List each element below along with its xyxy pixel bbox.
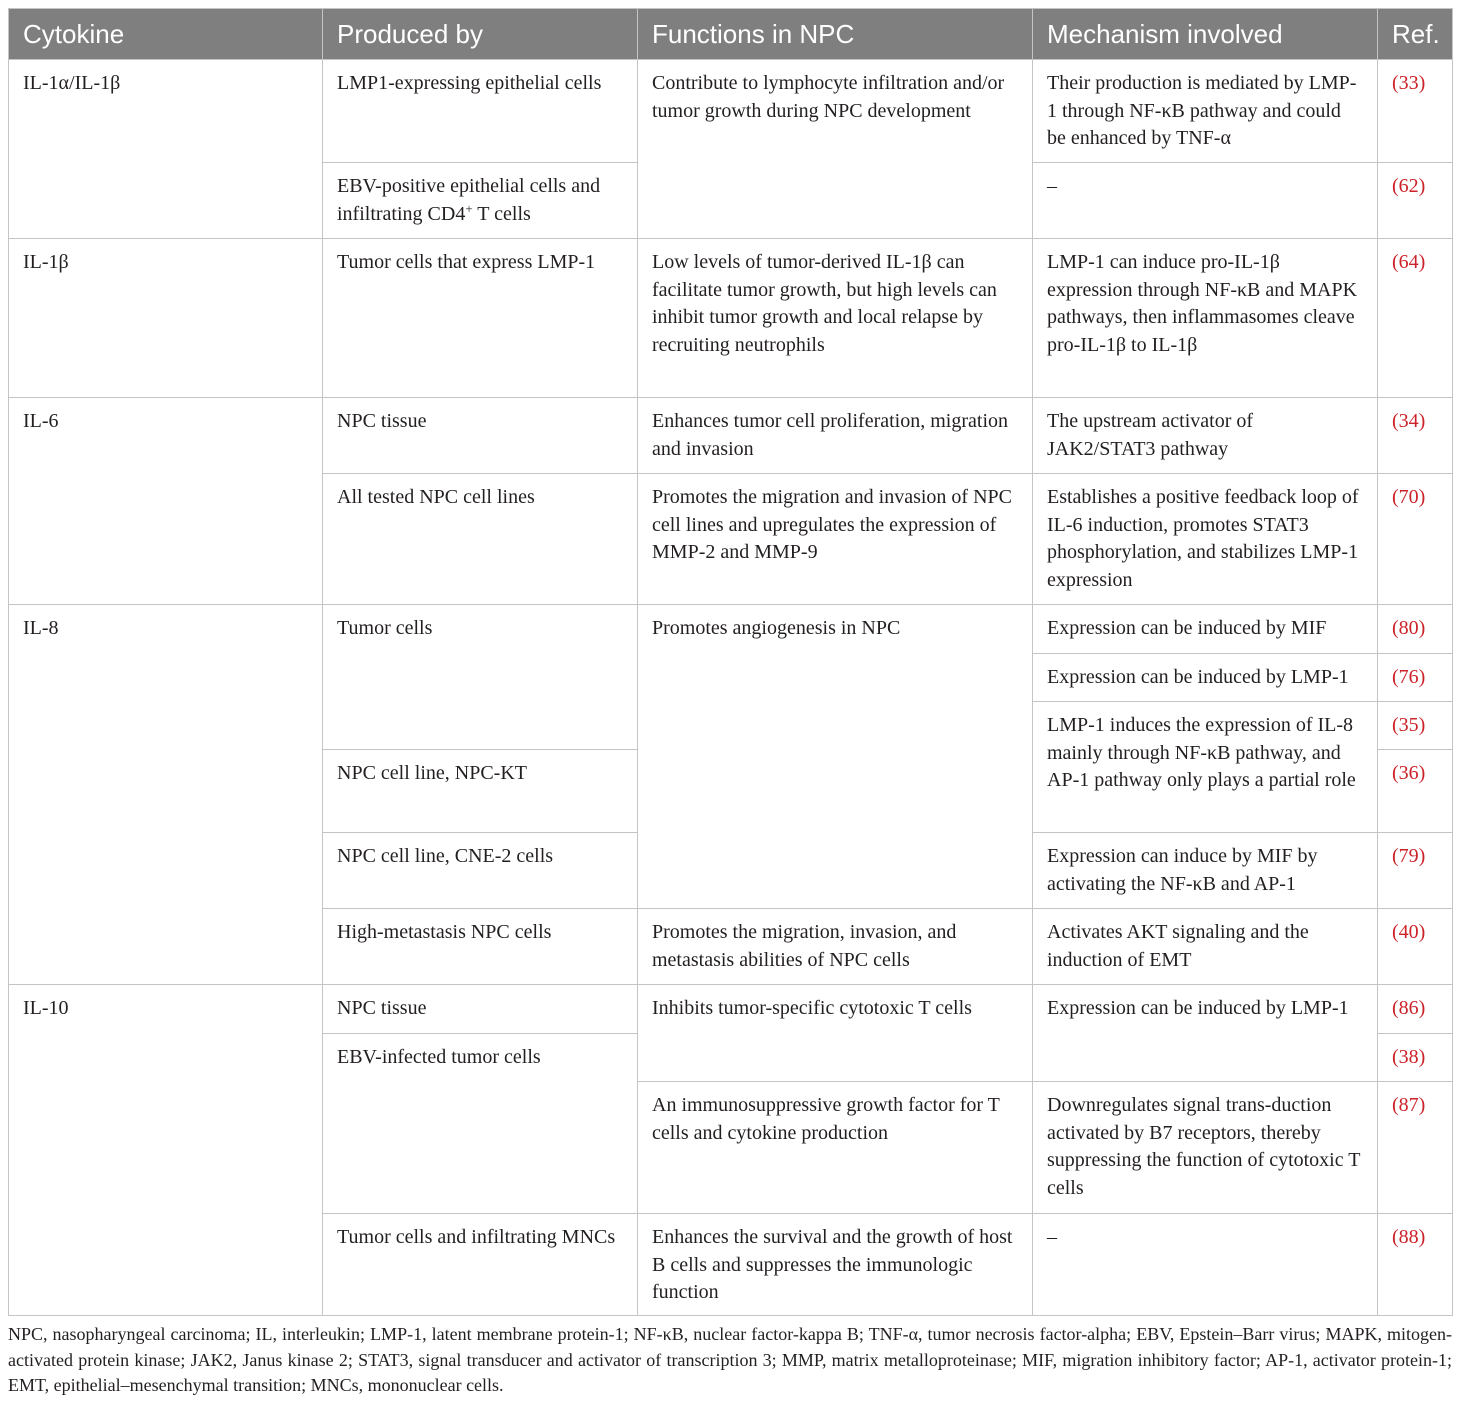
ref-cell <box>1378 654 1453 702</box>
functions-cell: Low levels of tumor-derived IL-1β can facilitate tumor growth, but high levels can inhibit tumor growth and local relapse by recruiting neutrophils <box>638 239 1033 398</box>
table-row <box>9 398 1453 474</box>
functions-cell: Enhances the survival and the growth of host B cells and suppresses the immunologic function <box>638 1214 1033 1316</box>
produced-by-cell: NPC tissue <box>323 985 638 1034</box>
ref-cell <box>1378 750 1453 833</box>
table-body <box>9 60 1453 1316</box>
produced-by-cell: EBV-infected tumor cells <box>323 1034 638 1214</box>
mechanism-cell: LMP-1 can induce pro-IL-1β expression through NF-κB and MAPK pathways, then inflammasomes cleave pro-IL-1β to IL-1β <box>1033 239 1378 398</box>
ref-cell <box>1378 163 1453 239</box>
ref-cell <box>1378 605 1453 654</box>
ref-link[interactable]: (80) <box>1392 617 1426 639</box>
header-cytokine: Cytokine <box>9 9 323 60</box>
table-header <box>9 9 1453 60</box>
mechanism-cell: The upstream activator of JAK2/STAT3 pathway <box>1033 398 1378 474</box>
ref-cell <box>1378 60 1453 163</box>
table-row <box>9 985 1453 1034</box>
produced-by-cell: Tumor cells that express LMP-1 <box>323 239 638 398</box>
produced-by-cell: NPC cell line, NPC-KT <box>323 750 638 833</box>
cytokine-cell: IL-6 <box>9 398 323 605</box>
table-footnote: NPC, nasopharyngeal carcinoma; IL, interleukin; LMP-1, latent membrane protein-1; NF-κB, nuclear factor-kappa B; TNF-α, tumor necrosis factor-alpha; EBV, Epstein–Barr virus; MAPK, mitogen-activated protein kinase; JAK2, Janus kinase 2; STAT3, signal transducer and activator of transcription 3; MMP, matrix metalloproteinase; MIF, migration inhibitory factor; AP-1, activator protein-1; EMT, epithelial–mesenchymal transition; MNCs, mononuclear cells. <box>8 1324 1452 1395</box>
functions-cell: Promotes angiogenesis in NPC <box>638 605 1033 909</box>
ref-link[interactable]: (87) <box>1392 1094 1426 1116</box>
ref-link[interactable]: (38) <box>1392 1046 1426 1068</box>
mechanism-cell: Expression can be induced by LMP-1 <box>1033 654 1378 702</box>
header-functions: Functions in NPC <box>638 9 1033 60</box>
cytokine-cell: IL-1α/IL-1β <box>9 60 323 239</box>
header-produced-by: Produced by <box>323 9 638 60</box>
produced-by-cell: LMP1-expressing epithelial cells <box>323 60 638 163</box>
mechanism-cell: Expression can be induced by MIF <box>1033 605 1378 654</box>
mechanism-cell: – <box>1033 163 1378 239</box>
functions-cell: Inhibits tumor-specific cytotoxic T cells <box>638 985 1033 1082</box>
cytokine-table <box>8 8 1453 1316</box>
ref-cell <box>1378 833 1453 909</box>
ref-link[interactable]: (36) <box>1392 762 1426 784</box>
produced-by-text: EBV-positive epithelial cells and infiltrating CD4 <box>337 175 601 225</box>
ref-link[interactable]: (62) <box>1392 175 1426 197</box>
mechanism-cell: Their production is mediated by LMP-1 through NF-κB pathway and could be enhanced by TNF-α <box>1033 60 1378 163</box>
produced-by-cell <box>323 163 638 239</box>
ref-link[interactable]: (79) <box>1392 845 1426 867</box>
ref-cell <box>1378 985 1453 1034</box>
ref-cell <box>1378 1034 1453 1082</box>
cytokine-cell: IL-1β <box>9 239 323 398</box>
functions-cell: Promotes the migration and invasion of NPC cell lines and upregulates the expression of MMP-2 and MMP-9 <box>638 474 1033 605</box>
functions-cell: Enhances tumor cell proliferation, migration and invasion <box>638 398 1033 474</box>
cytokine-cell: IL-10 <box>9 985 323 1316</box>
mechanism-cell: Establishes a positive feedback loop of IL-6 induction, promotes STAT3 phosphorylation, and stabilizes LMP-1 expression <box>1033 474 1378 605</box>
ref-link[interactable]: (64) <box>1392 251 1426 273</box>
produced-by-cell: NPC tissue <box>323 398 638 474</box>
ref-link[interactable]: (33) <box>1392 72 1426 94</box>
superscript-plus: + <box>465 200 473 216</box>
ref-cell <box>1378 239 1453 398</box>
header-row <box>9 9 1453 60</box>
ref-link[interactable]: (86) <box>1392 997 1426 1019</box>
functions-cell: Promotes the migration, invasion, and metastasis abilities of NPC cells <box>638 909 1033 985</box>
table-row <box>9 239 1453 398</box>
ref-link[interactable]: (40) <box>1392 921 1426 943</box>
table-row <box>9 60 1453 163</box>
ref-cell <box>1378 474 1453 605</box>
ref-link[interactable]: (76) <box>1392 666 1426 688</box>
ref-link[interactable]: (34) <box>1392 410 1426 432</box>
ref-cell <box>1378 702 1453 750</box>
produced-by-cell: Tumor cells and infiltrating MNCs <box>323 1214 638 1316</box>
functions-cell: Contribute to lymphocyte infiltration and/or tumor growth during NPC development <box>638 60 1033 239</box>
produced-by-cell: High-metastasis NPC cells <box>323 909 638 985</box>
ref-link[interactable]: (35) <box>1392 714 1426 736</box>
mechanism-cell: LMP-1 induces the expression of IL-8 mainly through NF-κB pathway, and AP-1 pathway only plays a partial role <box>1033 702 1378 833</box>
mechanism-cell: Expression can induce by MIF by activating the NF-κB and AP-1 <box>1033 833 1378 909</box>
ref-cell <box>1378 909 1453 985</box>
produced-by-cell: NPC cell line, CNE-2 cells <box>323 833 638 909</box>
mechanism-cell: Downregulates signal trans-duction activated by B7 receptors, thereby suppressing the function of cytotoxic T cells <box>1033 1082 1378 1214</box>
produced-by-cell: Tumor cells <box>323 605 638 750</box>
header-mechanism: Mechanism involved <box>1033 9 1378 60</box>
ref-cell <box>1378 1082 1453 1214</box>
mechanism-cell: – <box>1033 1214 1378 1316</box>
produced-by-cell: All tested NPC cell lines <box>323 474 638 605</box>
functions-cell: An immunosuppressive growth factor for T cells and cytokine production <box>638 1082 1033 1214</box>
cytokine-cell: IL-8 <box>9 605 323 985</box>
mechanism-cell: Activates AKT signaling and the induction of EMT <box>1033 909 1378 985</box>
mechanism-cell: Expression can be induced by LMP-1 <box>1033 985 1378 1082</box>
table-row <box>9 605 1453 654</box>
ref-cell <box>1378 398 1453 474</box>
header-ref: Ref. <box>1378 9 1453 60</box>
ref-cell <box>1378 1214 1453 1316</box>
ref-link[interactable]: (70) <box>1392 486 1426 508</box>
produced-by-text-after: T cells <box>472 202 531 225</box>
ref-link[interactable]: (88) <box>1392 1226 1426 1248</box>
